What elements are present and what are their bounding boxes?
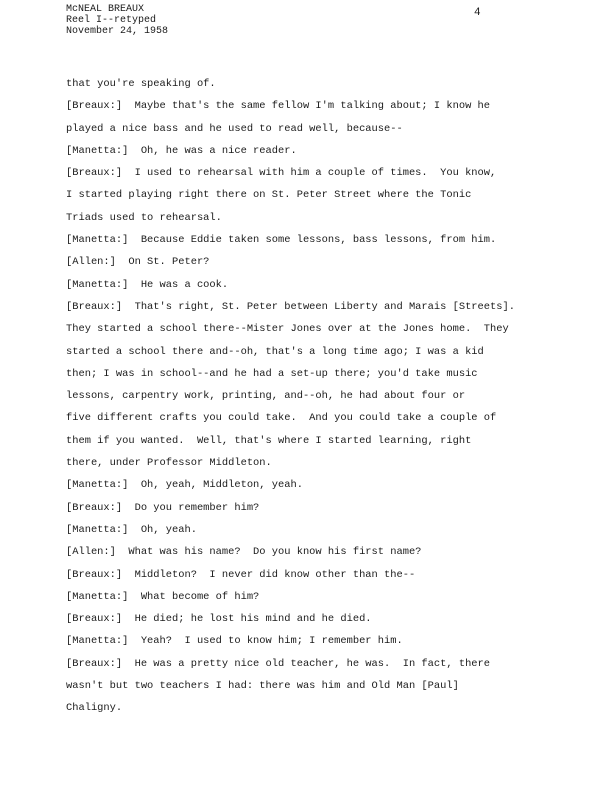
transcript-line: [Breaux:] Maybe that's the same fellow I'm talking about; I know he [66, 100, 491, 113]
transcript-line: I started playing right there on St. Peter Street where the Tonic [66, 189, 472, 202]
transcript-line: [Breaux:] That's right, St. Peter between Liberty and Marais [Streets]. [66, 300, 515, 313]
transcript-line: [Breaux:] He was a pretty nice old teacher, he was. In fact, there [66, 657, 491, 670]
transcript-line: [Manetta:] He was a cook. [66, 278, 229, 291]
transcript-line: then; I was in school--and he had a set-up there; you'd take music [66, 367, 478, 380]
transcript-line: [Allen:] On St. Peter? [66, 256, 210, 269]
transcript-line: [Manetta:] Because Eddie taken some lessons, bass lessons, from him. [66, 234, 497, 247]
page-number: 4 [474, 7, 481, 19]
transcript-line: Chaligny. [66, 702, 123, 715]
transcript-line: [Manetta:] What become of him? [66, 590, 260, 603]
reel-label: Reel I--retyped [66, 15, 157, 26]
transcript-line: lessons, carpentry work, printing, and--oh, he had about four or [66, 390, 466, 403]
transcript-line: [Breaux:] Do you remember him? [66, 501, 260, 514]
transcript-line: there, under Professor Middleton. [66, 457, 272, 470]
transcript-line: They started a school there--Mister Jones over at the Jones home. They [66, 323, 509, 336]
transcript-line: played a nice bass and he used to read well, because-- [66, 122, 403, 135]
transcript-line: [Manetta:] Oh, yeah. [66, 523, 197, 536]
transcript-line: them if you wanted. Well, that's where I started learning, right [66, 434, 472, 447]
transcript-line: [Breaux:] I used to rehearsal with him a couple of times. You know, [66, 167, 497, 180]
transcript-line: started a school there and--oh, that's a long time ago; I was a kid [66, 345, 484, 358]
transcript-line: [Manetta:] Yeah? I used to know him; I remember him. [66, 635, 403, 648]
transcript-line: [Allen:] What was his name? Do you know his first name? [66, 546, 422, 559]
page-header [66, 4, 168, 37]
transcript-body [66, 73, 546, 720]
transcript-line: [Breaux:] Middleton? I never did know other than the-- [66, 568, 416, 581]
interview-date: November 24, 1958 [66, 26, 169, 37]
transcript-line: [Breaux:] He died; he lost his mind and he died. [66, 613, 372, 626]
transcript-line: [Manetta:] Oh, yeah, Middleton, yeah. [66, 479, 303, 492]
transcript-line: five different crafts you could take. And you could take a couple of [66, 412, 497, 425]
interviewee-name: McNEAL BREAUX [66, 4, 145, 15]
transcript-line: wasn't but two teachers I had: there was him and Old Man [Paul] [66, 680, 459, 693]
transcript-line: [Manetta:] Oh, he was a nice reader. [66, 144, 297, 157]
transcript-line: Triads used to rehearsal. [66, 211, 222, 224]
transcript-line: that you're speaking of. [66, 78, 216, 90]
